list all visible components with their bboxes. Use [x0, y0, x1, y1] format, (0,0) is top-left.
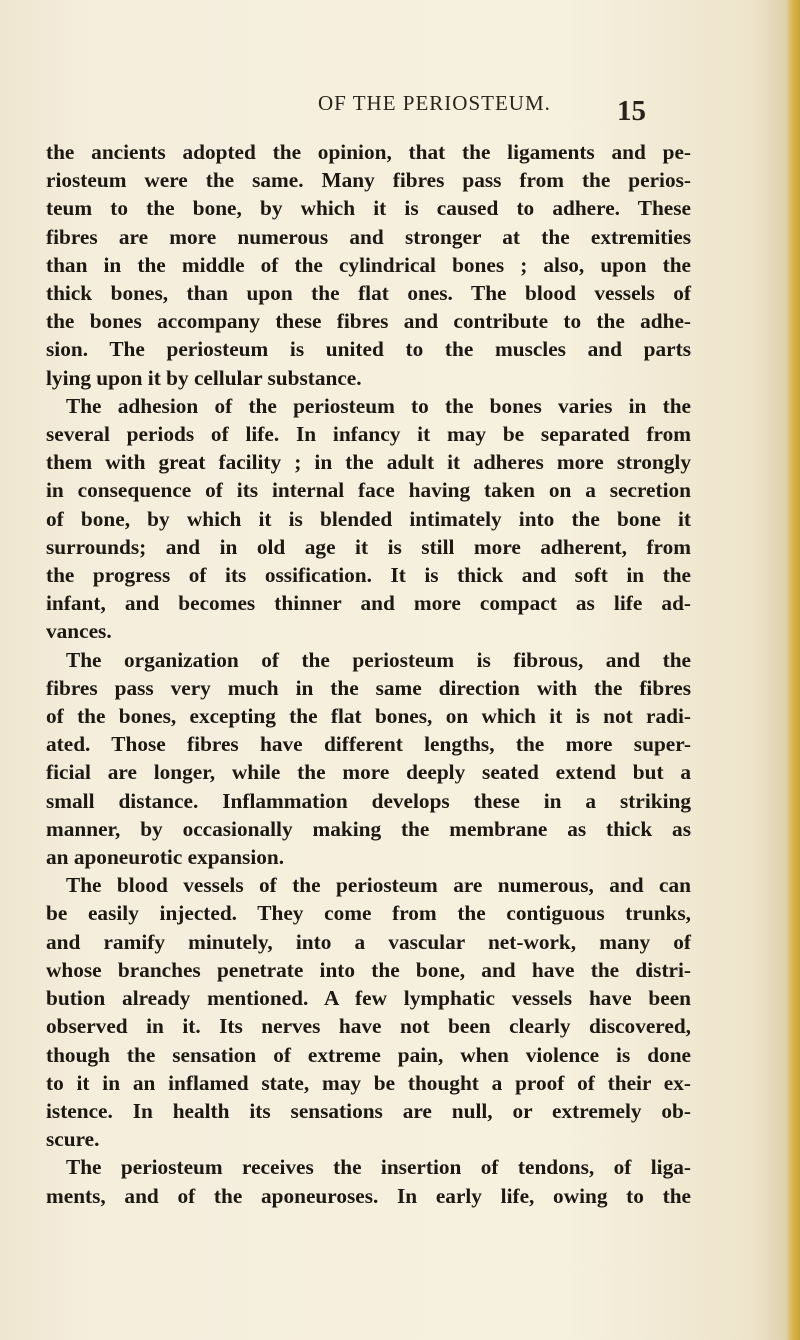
text-line: ated. Those fibres have different lengths, the more super-: [46, 732, 691, 757]
text-line: in consequence of its internal face having taken on a secretion: [46, 478, 691, 503]
text-line: though the sensation of extreme pain, when violence is done: [46, 1042, 691, 1067]
running-head: OF THE PERIOSTEUM.: [318, 91, 551, 115]
text-line: whose branches penetrate into the bone, and have the distri-: [46, 957, 691, 982]
text-line: be easily injected. They come from the contiguous trunks,: [46, 901, 691, 926]
text-line: manner, by occasionally making the membrane as thick as: [46, 816, 691, 841]
text-line: observed in it. Its nerves have not been clearly discovered,: [46, 1014, 691, 1039]
text-line: lying upon it by cellular substance.: [46, 365, 362, 390]
text-line: to it in an inflamed state, may be thought a proof of their ex-: [46, 1070, 691, 1095]
text-line: bution already mentioned. A few lymphatic vessels have been: [46, 986, 691, 1011]
text-line: The organization of the periosteum is fibrous, and the: [66, 647, 691, 672]
text-line: istence. In health its sensations are null, or extremely ob-: [46, 1098, 691, 1123]
text-line: scure.: [46, 1127, 100, 1152]
text-line: of the bones, excepting the flat bones, on which it is not radi-: [46, 704, 691, 729]
text-line: an aponeurotic expansion.: [46, 845, 285, 870]
page-header: [0, 91, 800, 131]
text-line: than in the middle of the cylindrical bones ; also, upon the: [46, 252, 691, 277]
page-number: 15: [617, 95, 646, 127]
text-line: sion. The periosteum is united to the muscles and parts: [46, 337, 691, 362]
text-line: infant, and becomes thinner and more compact as life ad-: [46, 591, 691, 616]
text-line: ments, and of the aponeuroses. In early life, owing to the: [46, 1183, 691, 1208]
text-line: teum to the bone, by which it is caused to adhere. These: [46, 196, 691, 221]
text-line: surrounds; and in old age it is still more adherent, from: [46, 534, 691, 559]
text-line: fibres pass very much in the same direction with the fibres: [46, 675, 691, 700]
text-line: of bone, by which it is blended intimately into the bone it: [46, 506, 691, 531]
text-line: The periosteum receives the insertion of tendons, of liga-: [66, 1155, 691, 1180]
text-line: several periods of life. In infancy it may be separated from: [46, 422, 691, 447]
text-line: riosteum were the same. Many fibres pass from the perios-: [46, 168, 691, 193]
text-line: the progress of its ossification. It is thick and soft in the: [46, 563, 691, 588]
page-gilt-edge: [786, 0, 800, 1340]
text-line: them with great facility ; in the adult it adheres more strongly: [46, 450, 691, 475]
text-line: thick bones, than upon the flat ones. The blood vessels of: [46, 281, 691, 306]
text-line: fibres are more numerous and stronger at the extremities: [46, 224, 691, 249]
text-line: The adhesion of the periosteum to the bones varies in the: [66, 393, 691, 418]
text-line: the ancients adopted the opinion, that the ligaments and pe-: [46, 140, 691, 164]
text-line: the bones accompany these fibres and contribute to the adhe-: [46, 309, 691, 334]
text-line: vances.: [46, 619, 112, 644]
text-line: The blood vessels of the periosteum are numerous, and can: [66, 873, 691, 898]
text-line: ficial are longer, while the more deeply seated extend but a: [46, 760, 691, 785]
body-text: [46, 138, 691, 1210]
text-line: small distance. Inflammation develops these in a striking: [46, 788, 691, 813]
text-line: and ramify minutely, into a vascular net-work, many of: [46, 929, 691, 954]
